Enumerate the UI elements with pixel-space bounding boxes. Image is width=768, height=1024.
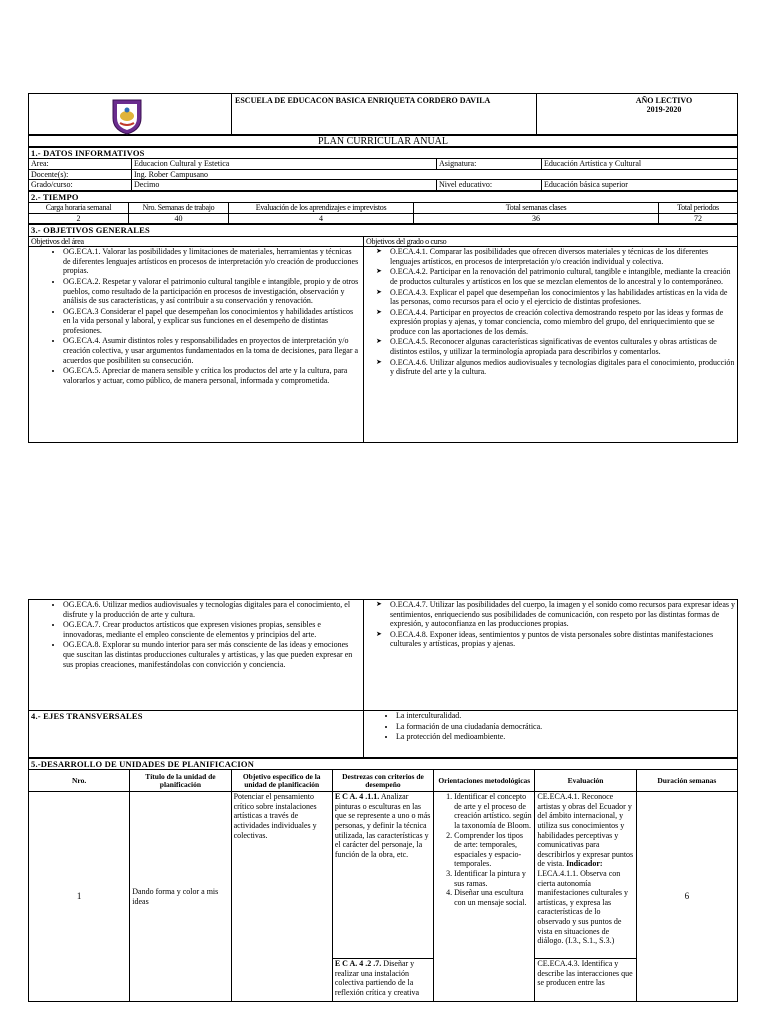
list-item: • OG.ECA.2. Respetar y valorar el patrimonio cultural tangible e intangible, propio y de otros pueblos, como resultado de la participación en procesos de investigación, observación y análisis de sus características, y así contribuir a su conservación y renovación. xyxy=(63,277,361,306)
tiempo-header-2: Evaluación de los aprendizajes e imprevistos xyxy=(229,203,414,214)
plan-title: PLAN CURRICULAR ANUAL xyxy=(317,136,448,147)
unidades-header-1: Título de la unidad de planificación xyxy=(130,770,231,792)
list-item: ➤ O.ECA.4.7. Utilizar las posibilidades del cuerpo, la imagen y el sonido como recursos para expresar ideas y sentimientos, enriqueciendo sus posibilidades de comunicación, con respeto por las distintas formas de expresión, y autoconfianza en las producciones propias. xyxy=(390,600,735,629)
list-item: • La interculturalidad. xyxy=(396,711,735,721)
tiempo-header-3: Total semanas clases xyxy=(414,203,659,214)
objetivos-area-cell xyxy=(29,247,364,443)
objetivos-area-list xyxy=(31,247,361,385)
year-label: AÑO LECTIVO xyxy=(635,96,693,105)
list-item: • OG.ECA.3 Considerar el papel que desempeñan los conocimientos y habilidades artísticos en la vida personal y laboral, y explicar sus funciones en el desempeño de distintas profesiones. xyxy=(63,307,361,336)
evaluacion-2: CE.ECA.4.3. Identifica y describe las interacciones que se producen entre las xyxy=(537,959,633,988)
unidades-header-0: Nro. xyxy=(29,770,130,792)
objetivos-title: 3.- OBJETIVOS GENERALES xyxy=(29,225,738,236)
ejes-cell xyxy=(364,711,738,758)
unit-objective: Potenciar el pensamiento crítico sobre instalaciones artísticas a través de actividades individuales y colectivas. xyxy=(231,792,332,1002)
objetivos-area-header: Objetivos del área xyxy=(29,236,364,247)
evaluacion-1-text: CE.ECA.4.1. Reconoce artistas y obras del Ecuador y del ámbito internacional, y utiliza sus conocimientos y habilidades perceptivas y comunicativas para describirlos y expresar puntos de vista. xyxy=(537,792,634,869)
unidades-header-5: Evaluación xyxy=(535,770,636,792)
datos-title: 1.- DATOS INFORMATIVOS xyxy=(29,148,738,159)
list-item: • OG.ECA.5. Apreciar de manera sensible y crítica los productos del arte y la cultura, para valorarlos y actuar, como público, de manera personal, informada y comprometida. xyxy=(63,366,361,385)
area-label: Area: xyxy=(29,159,132,170)
objetivos-grado-cell-cont xyxy=(364,600,738,711)
list-item: ➤ O.ECA.4.2. Participar en la renovación del patrimonio cultural, tangible e intangible, mediante la creación de productos culturales y artísticos en los que se mezclan elementos de lo ancestral y lo contemporáneo. xyxy=(390,267,735,286)
unit-nro: 1 xyxy=(29,792,130,1002)
list-item: • OG.ECA.8. Explorar su mundo interior para ser más consciente de las ideas y emociones que suscitan las distintas producciones culturales y artísticas, y las que pueden expresar en sus propias creaciones, manifestándolas con convicción y conciencia. xyxy=(63,640,361,669)
unit-orientaciones xyxy=(434,792,535,1002)
list-item: • OG.ECA.1. Valorar las posibilidades y limitaciones de materiales, herramientas y técnicas de diferentes lenguajes artísticos en procesos de interpretación y/o creación de producciones propias. xyxy=(63,247,361,276)
list-item: ➤ O.ECA.4.3. Explicar el papel que desempeñan los conocimientos y las habilidades artísticas en la vida de las personas, como recursos para el ocio y el ejercicio de distintas profesiones. xyxy=(390,288,735,307)
list-item: • OG.ECA.4. Asumir distintos roles y responsabilidades en proyectos de interpretación y/o creación colectiva, y usar argumentos fundamentados en la toma de decisiones, para llegar a acuerdos que posibiliten su consecución. xyxy=(63,336,361,365)
destreza-1 xyxy=(333,792,433,959)
unidades-header-4: Orientaciones metodológicas xyxy=(434,770,535,792)
list-item: ➤ O.ECA.4.5. Reconocer algunas características significativas de eventos culturales y obras artísticas de distintos estilos, y utilizar la terminología apropiada para describirlos y comentarlos. xyxy=(390,337,735,356)
unidades-title: 5.-DESARROLLO DE UNIDADES DE PLANIFICACION xyxy=(29,759,738,770)
list-item: • La formación de una ciudadanía democrática. xyxy=(396,722,735,732)
tiempo-header-4: Total periodos xyxy=(659,203,738,214)
list-item: 2. Comprender los tipos de arte: temporales, espaciales y espacio-temporales. xyxy=(454,831,532,869)
objetivos-grado-list xyxy=(366,247,735,377)
tiempo-value-1: 40 xyxy=(129,213,229,224)
tiempo-title: 2.- TIEMPO xyxy=(29,191,738,202)
destreza-2 xyxy=(333,959,433,997)
unit-destrezas xyxy=(332,792,433,1002)
indicador-text: I.ECA.4.1.1. Observa con cierta autonomía manifestaciones culturales y artísticas, y expresa las características de lo observado y sus puntos de vista en situaciones de diálogo. (I.3., S.1., S.3.) xyxy=(537,868,629,946)
list-item: • OG.ECA.6. Utilizar medios audiovisuales y tecnologías digitales para el conocimiento, el disfrute y la producción de arte y cultura. xyxy=(63,600,361,619)
school-name: ESCUELA DE EDUCACON BASICA ENRIQUETA CORDERO DAVILA xyxy=(235,96,491,105)
school-logo xyxy=(29,94,232,134)
list-item: ➤ O.ECA.4.1. Comparar las posibilidades que ofrecen diversos materiales y técnicas de los diferentes lenguajes artísticos, en procesos de interpretación y/o creación individual y colectiva. xyxy=(390,247,735,266)
grado-value: Decimo xyxy=(132,180,437,191)
objetivos-grado-list-cont xyxy=(366,600,735,649)
evaluacion-1 xyxy=(535,792,635,959)
list-item: 4. Diseñar una escultura con un mensaje social. xyxy=(454,888,532,907)
objetivos-area-list-cont xyxy=(31,600,361,669)
destreza-2-code: E C A. 4 .2 .7. xyxy=(334,959,382,969)
area-value: Educacion Cultural y Estetica xyxy=(132,159,437,170)
orientaciones-list xyxy=(436,792,532,907)
objetivos-grado-header: Objetivos del grado o curso xyxy=(364,236,738,247)
continuation-section xyxy=(28,599,738,1002)
tiempo-value-4: 72 xyxy=(659,213,738,224)
tiempo-value-3: 36 xyxy=(414,213,659,224)
list-item: • OG.ECA.7. Crear productos artísticos que expresen visiones propias, sensibles e innovadoras, mediante el empleo consciente de elementos y principios del arte. xyxy=(63,620,361,639)
objetivos-grado-cell xyxy=(364,247,738,443)
objetivos-area-cell-cont xyxy=(29,600,364,711)
tiempo-value-2: 4 xyxy=(229,213,414,224)
list-item: • La protección del medioambiente. xyxy=(396,732,735,742)
list-item: 3. Identificar la pintura y sus ramas. xyxy=(454,869,532,888)
unidades-header-2: Objetivo específico de la unidad de planificación xyxy=(231,770,332,792)
header-divider xyxy=(536,94,537,134)
destreza-1-code: E C A. 4 .1.1. xyxy=(334,792,380,802)
ejes-list xyxy=(366,711,735,742)
unidades-header-3: Destrezas con criterios de desempeño xyxy=(332,770,433,792)
unit-duracion: 6 xyxy=(636,792,737,1002)
list-item: ➤ O.ECA.4.4. Participar en proyectos de creación colectiva demostrando respeto por las ideas y formas de expresión propias y ajenas, y tomar conciencia, como miembro del grupo, del enriquecimiento que se produce con las aportaciones de los demás. xyxy=(390,308,735,337)
destreza-2-text: Diseñar y realizar una instalación colectiva partiendo de la reflexión crítica y creativa xyxy=(334,959,420,997)
school-crest-icon xyxy=(107,96,147,136)
list-item: 1. Identificar el concepto de arte y el proceso de creación artístico. según la taxonomía de Bloom. xyxy=(454,792,532,830)
unit-title: Dando forma y color a mis ideas xyxy=(130,792,231,1002)
header-box xyxy=(28,93,738,135)
list-item: ➤ O.ECA.4.6. Utilizar algunos medios audiovisuales y tecnologías digitales para el conocimiento, producción y disfrute del arte y la cultura. xyxy=(390,358,735,377)
year-value: 2019-2020 xyxy=(646,105,682,114)
docente-label: Docente(s): xyxy=(29,169,132,180)
datos-section xyxy=(28,147,738,443)
tiempo-value-0: 2 xyxy=(29,213,129,224)
list-item: ➤ O.ECA.4.8. Exponer ideas, sentimientos y puntos de vista personales sobre distintas manifestaciones culturales y artísticas, propias y ajenas. xyxy=(390,630,735,649)
tiempo-header-1: Nro. Semanas de trabajo xyxy=(129,203,229,214)
ejes-title: 4.- EJES TRANSVERSALES xyxy=(29,711,364,758)
grado-label: Grado/curso: xyxy=(29,180,132,191)
nivel-value: Educación básica superior xyxy=(542,180,738,191)
asignatura-value: Educación Artística y Cultural xyxy=(542,159,738,170)
unit-evaluacion xyxy=(535,792,636,1002)
unidades-header-6: Duración semanas xyxy=(636,770,737,792)
destreza-1-text: Analizar pinturas o esculturas en las que se represente a uno o más personas, y definir la técnica utilizada, las características y el carácter del personaje, la función de la obra, etc. xyxy=(334,792,431,859)
nivel-label: Nivel educativo: xyxy=(437,180,542,191)
indicador-label: Indicador: xyxy=(566,859,603,869)
tiempo-header-0: Carga horaria semanal xyxy=(29,203,129,214)
plan-title-box xyxy=(28,135,738,147)
docente-value: Ing. Rober Campusano xyxy=(132,169,738,180)
asignatura-label: Asignatura: xyxy=(437,159,542,170)
